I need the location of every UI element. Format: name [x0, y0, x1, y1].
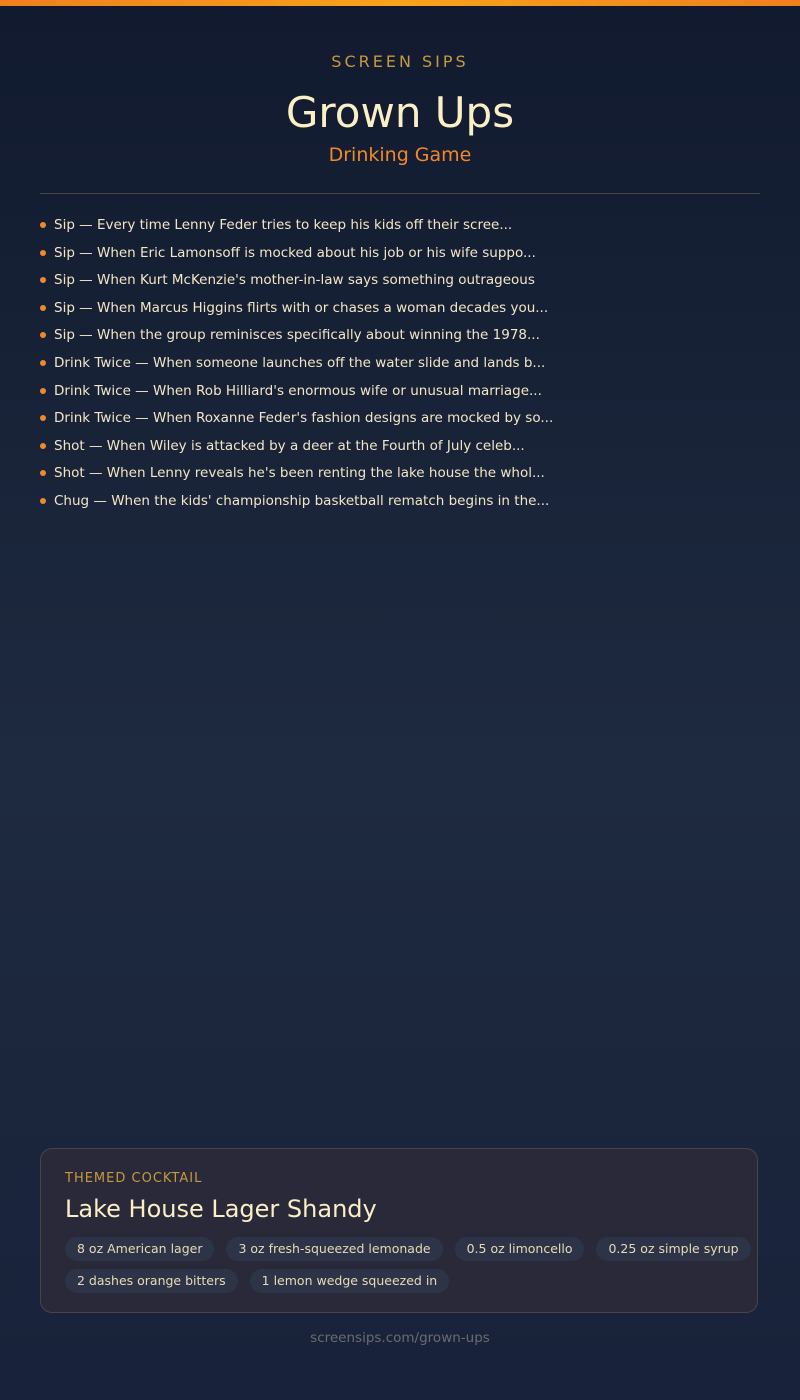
bullet-icon	[40, 250, 46, 256]
ingredient-chip: 0.25 oz simple syrup	[596, 1237, 750, 1261]
bullet-icon	[40, 443, 46, 449]
rule-item	[40, 352, 760, 380]
rule-item	[40, 407, 760, 435]
rule-item	[40, 242, 760, 270]
rule-text: Drink Twice — When Rob Hilliard's enormous wife or unusual marriage...	[54, 382, 542, 399]
bullet-icon	[40, 388, 46, 394]
rule-item	[40, 462, 760, 490]
ingredient-row	[65, 1269, 745, 1293]
cocktail-name: Lake House Lager Shandy	[65, 1195, 377, 1223]
rule-item	[40, 297, 760, 325]
header-divider	[40, 193, 760, 194]
brand-label: SCREEN SIPS	[331, 52, 469, 71]
footer-url: screensips.com/grown-ups	[310, 1330, 490, 1346]
rule-text: Sip — When Marcus Higgins flirts with or chases a woman decades you...	[54, 299, 549, 316]
rule-text: Drink Twice — When Roxanne Feder's fashion designs are mocked by so...	[54, 410, 554, 427]
page-subtitle: Drinking Game	[328, 144, 472, 166]
rule-item	[40, 324, 760, 352]
rule-item	[40, 490, 760, 518]
bullet-icon	[40, 360, 46, 366]
rule-text: Sip — When the group reminisces specifically about winning the 1978...	[54, 327, 540, 344]
rule-text: Shot — When Lenny reveals he's been renting the lake house the whol...	[54, 465, 545, 482]
bullet-icon	[40, 277, 46, 283]
rule-text: Sip — When Kurt McKenzie's mother-in-law says something outrageous	[54, 272, 535, 289]
rules-list	[40, 214, 760, 518]
rule-text: Drink Twice — When someone launches off the water slide and lands b...	[54, 354, 546, 371]
ingredient-chip: 8 oz American lager	[65, 1237, 214, 1261]
ingredient-chip: 0.5 oz limoncello	[455, 1237, 585, 1261]
cocktail-card	[40, 1148, 758, 1313]
top-accent-bar	[0, 0, 800, 6]
bullet-icon	[40, 470, 46, 476]
ingredient-chip: 2 dashes orange bitters	[65, 1269, 238, 1293]
rule-item	[40, 214, 760, 242]
ingredient-row	[65, 1237, 745, 1261]
page-title: Grown Ups	[285, 88, 515, 137]
rule-text: Shot — When Wiley is attacked by a deer at the Fourth of July celeb...	[54, 437, 525, 454]
rule-item	[40, 380, 760, 408]
bullet-icon	[40, 222, 46, 228]
rule-text: Sip — When Eric Lamonsoff is mocked about his job or his wife suppo...	[54, 244, 536, 261]
header	[0, 52, 800, 166]
bullet-icon	[40, 498, 46, 504]
rule-text: Chug — When the kids' championship basketball rematch begins in the...	[54, 492, 550, 509]
ingredient-chip: 1 lemon wedge squeezed in	[250, 1269, 450, 1293]
rule-item	[40, 435, 760, 463]
bullet-icon	[40, 332, 46, 338]
ingredient-list	[65, 1237, 745, 1301]
bullet-icon	[40, 305, 46, 311]
rule-item	[40, 269, 760, 297]
rule-text: Sip — Every time Lenny Feder tries to keep his kids off their scree...	[54, 217, 513, 233]
bullet-icon	[40, 415, 46, 421]
ingredient-chip: 3 oz fresh-squeezed lemonade	[226, 1237, 442, 1261]
cocktail-label: THEMED COCKTAIL	[65, 1171, 203, 1186]
